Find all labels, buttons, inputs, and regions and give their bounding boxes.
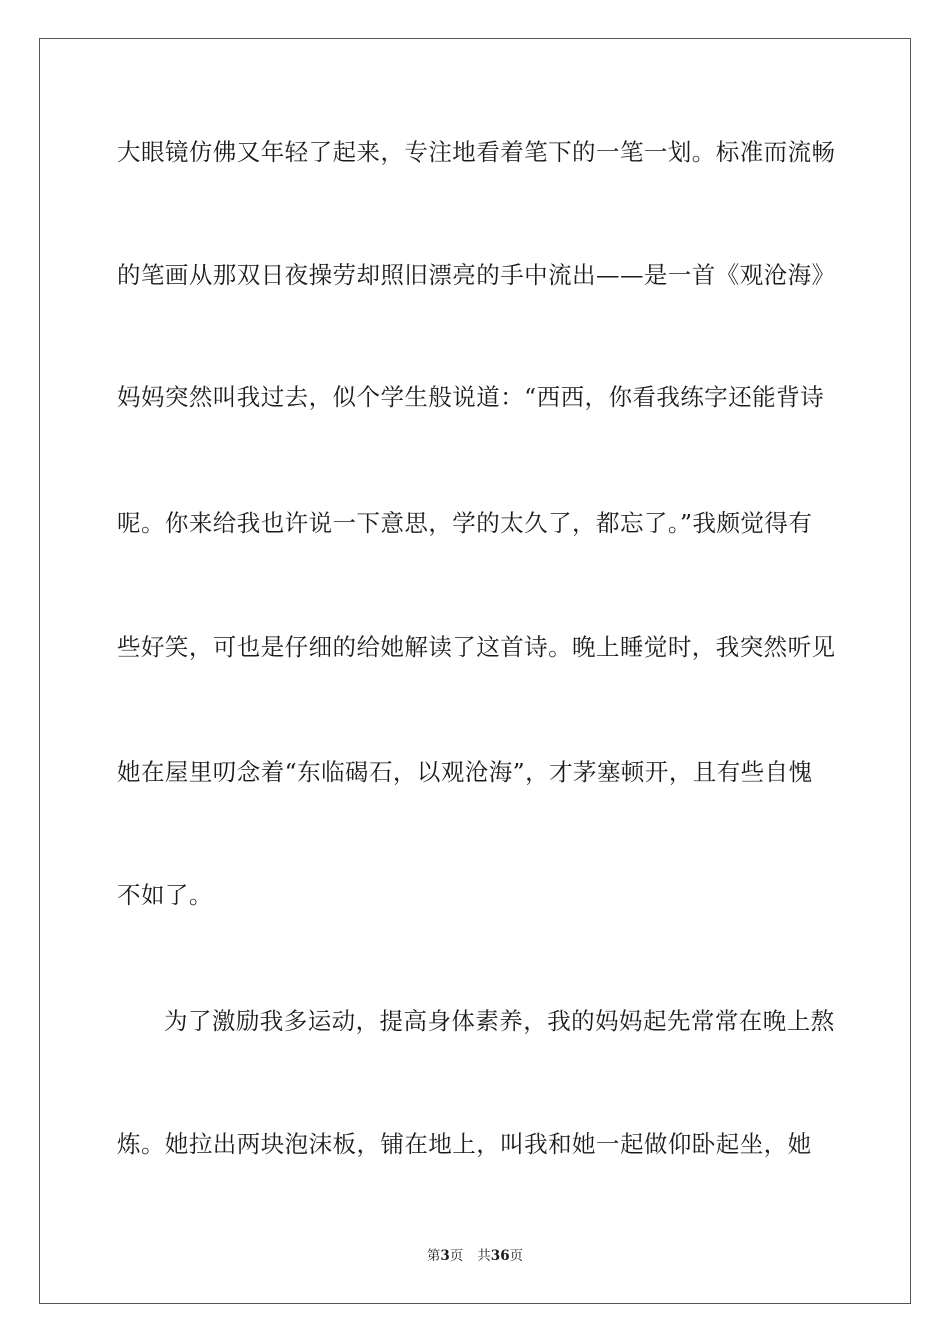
paragraph-line-4: 呢。你来给我也许说一下意思，学的太久了，都忘了。”我颇觉得有 — [117, 509, 813, 537]
paragraph-line-3: 妈妈突然叫我过去，似个学生般说道：“西西，你看我练字还能背诗 — [117, 383, 825, 411]
paragraph-line-9: 炼。她拉出两块泡沫板，铺在地上，叫我和她一起做仰卧起坐，她 — [117, 1130, 812, 1158]
page-number: 3 — [440, 1248, 450, 1264]
page-footer — [0, 1247, 950, 1265]
total-suffix: 页 — [509, 1248, 524, 1264]
paragraph-line-8: 为了激励我多运动，提高身体素养，我的妈妈起先常常在晚上熬 — [164, 1007, 835, 1035]
page-border — [39, 38, 911, 1304]
paragraph-line-5: 些好笑，可也是仔细的给她解读了这首诗。晚上睡觉时，我突然听见 — [117, 633, 836, 661]
paragraph-line-6: 她在屋里叨念着“东临碣石，以观沧海”，才茅塞顿开，且有些自愧 — [117, 758, 813, 786]
total-prefix: 共 — [477, 1248, 491, 1264]
paragraph-line-7: 不如了。 — [117, 881, 213, 909]
page-prefix: 第 — [426, 1248, 441, 1264]
paragraph-line-2: 的笔画从那双日夜操劳却照旧漂亮的手中流出——是一首《观沧海》 — [117, 261, 836, 289]
total-pages: 36 — [490, 1248, 510, 1264]
page-suffix: 页 — [449, 1248, 464, 1264]
paragraph-line-1: 大眼镜仿佛又年轻了起来，专注地看着笔下的一笔一划。标准而流畅 — [117, 138, 836, 166]
